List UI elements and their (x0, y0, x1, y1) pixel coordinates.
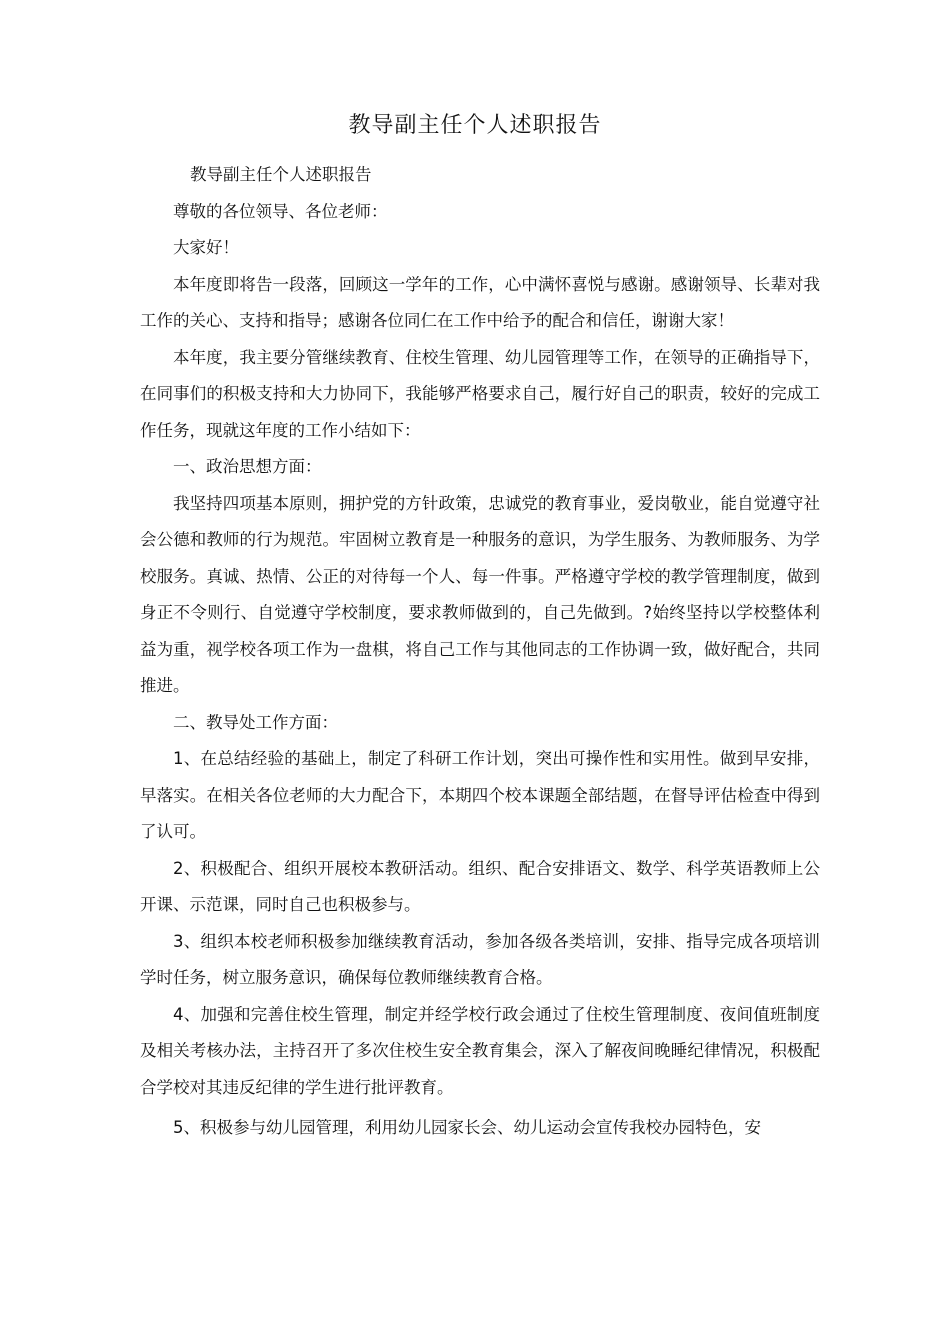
salutation-paragraph: 尊敬的各位领导、各位老师： (173, 201, 388, 221)
item-paragraph-3: 3、组织本校老师积极参加继续教育活动，参加各级各类培训，安排、指导完成各项培训学时任务，树立服务意识，确保每位教师继续教育合格。 (140, 931, 820, 987)
thanks-paragraph: 本年度即将告一段落，回顾这一学年的工作，心中满怀喜悦与感谢。感谢领导、长辈对我工作的关心、支持和指导；感谢各位同仁在工作中给予的配合和信任，谢谢大家！ (140, 274, 820, 330)
political-paragraph: 我坚持四项基本原则，拥护党的方针政策，忠诚党的教育事业，爱岗敬业，能自觉遵守社会公德和教师的行为规范。牢固树立教育是一种服务的意识，为学生服务、为教师服务、为学校服务。真诚、热情、公正的对待每一个人、每一件事。严格遵守学校的教学管理制度，做到身正不令则行、自觉遵守学校制度，要求教师做到的，自己先做到。?始终坚持以学校整体利益为重，视学校各项工作为一盘棋，将自己工作与其他同志的工作协调一致，做好配合，共同推进。 (140, 493, 820, 695)
section-heading-political: 一、政治思想方面： (173, 457, 322, 476)
greeting-paragraph: 大家好！ (173, 238, 239, 257)
section-heading-teaching-office: 二、教导处工作方面： (173, 712, 338, 732)
document-title: 教导副主任个人述职报告 (348, 113, 602, 138)
item-paragraph-5: 5、积极参与幼儿园管理，利用幼儿园家长会、幼儿运动会宣传我校办园特色，安 (173, 1118, 761, 1137)
item-paragraph-2: 2、积极配合、组织开展校本教研活动。组织、配合安排语文、数学、科学英语教师上公开课、示范课，同时自己也积极参与。 (140, 858, 820, 914)
document-body (140, 157, 820, 1147)
subtitle-paragraph: 教导副主任个人述职报告 (190, 165, 372, 184)
item-paragraph-4: 4、加强和完善住校生管理，制定并经学校行政会通过了住校生管理制度、夜间值班制度及相关考核办法，主持召开了多次住校生安全教育集会，深入了解夜间晚睡纪律情况，积极配合学校对其违反纪律的学生进行批评教育。 (140, 1004, 820, 1097)
item-paragraph-1: 1、在总结经验的基础上，制定了科研工作计划，突出可操作性和实用性。做到早安排，早落实。在相关各位老师的大力配合下，本期四个校本课题全部结题，在督导评估检查中得到了认可。 (140, 749, 820, 841)
overview-paragraph: 本年度，我主要分管继续教育、住校生管理、幼儿园管理等工作，在领导的正确指导下，在同事们的积极支持和大力协同下，我能够严格要求自己，履行好自己的职责，较好的完成工作任务，现就这年度的工作小结如下： (140, 347, 820, 440)
